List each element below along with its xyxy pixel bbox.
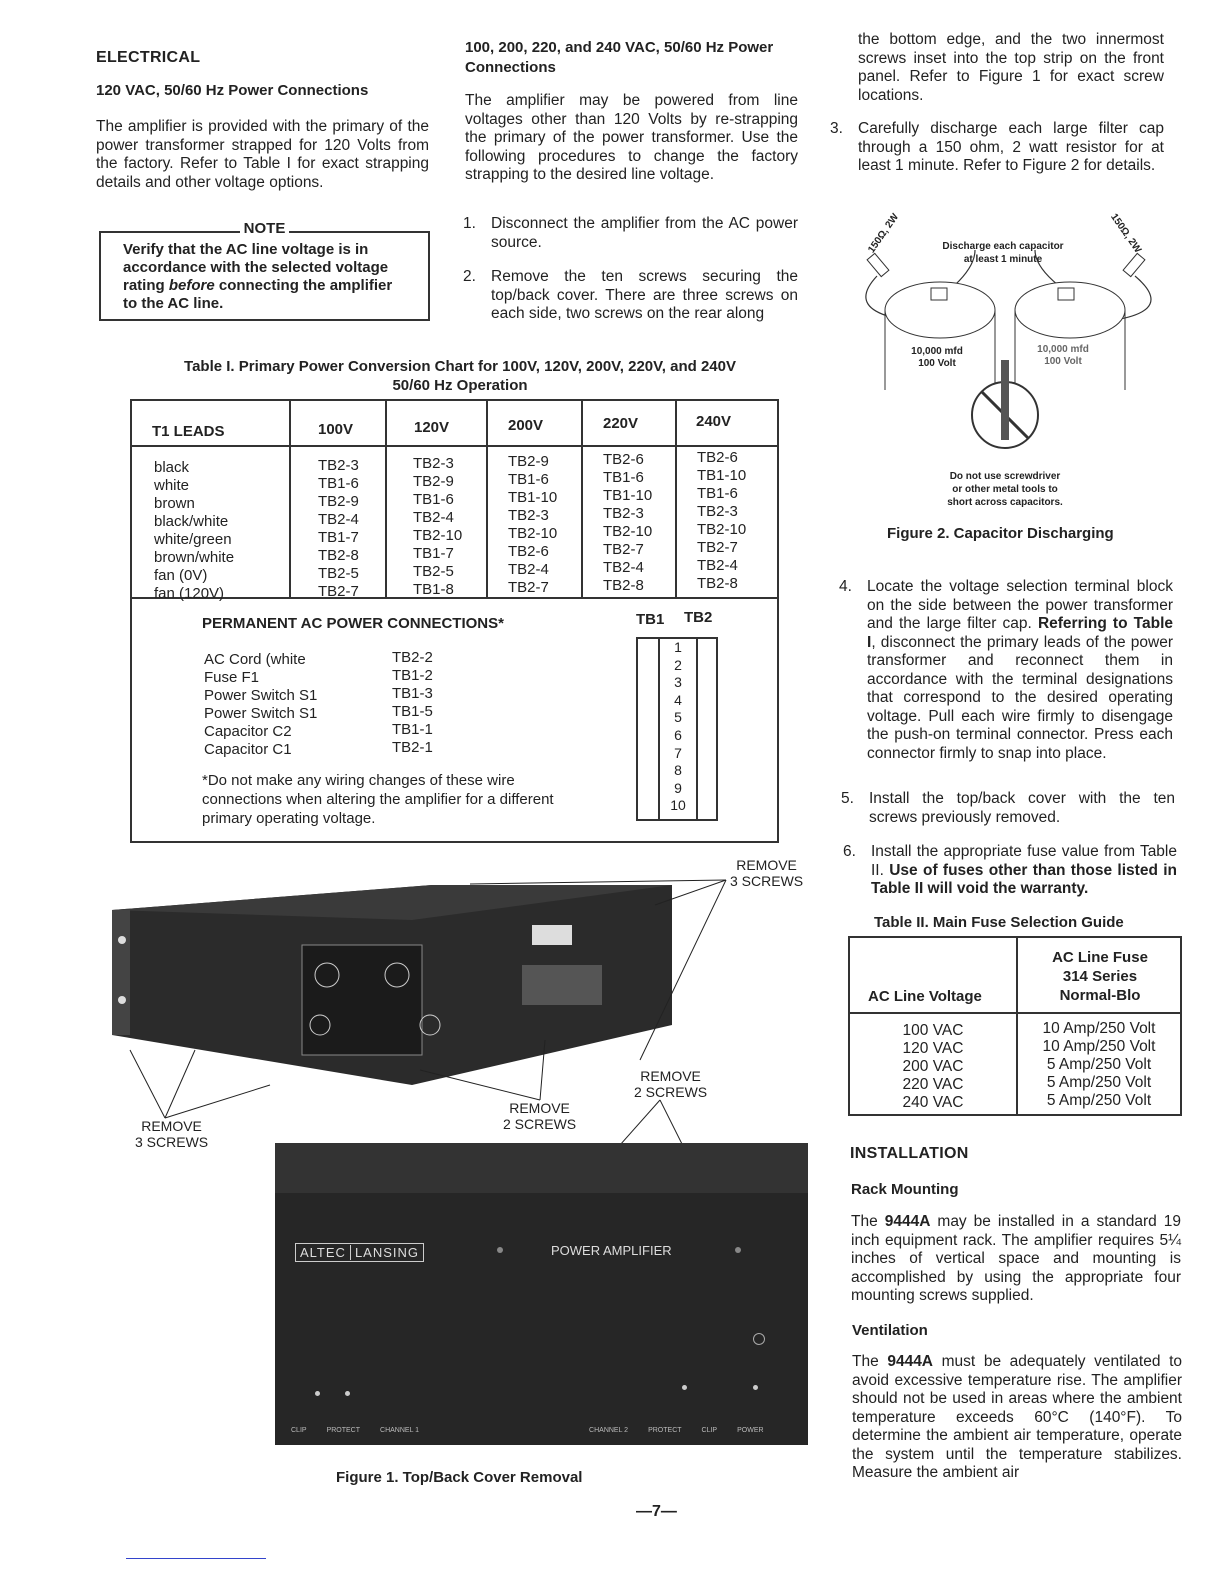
para-120vac: The amplifier is provided with the primary of the power transformer strapped for 120 Volts from the factory. Refer to Table I for exact strapping details and other voltage options.: [96, 118, 429, 191]
section-heading-electrical: ELECTRICAL: [96, 49, 201, 66]
permanent-items: AC Cord (white Fuse F1 Power Switch S1 Power Switch S1 Capacitor C2 Capacitor C1: [204, 651, 318, 758]
column-200v: TB2-9 TB1-6 TB1-10 TB2-3 TB2-10 TB2-6 TB2-4 TB2-7: [508, 453, 558, 596]
step-3: 3. Carefully discharge each large filter cap through a 150 ohm, 2 watt resistor for at least 1 minute. Refer to Figure 2 for details.: [830, 120, 1164, 174]
para-rack-mounting: The 9444A may be installed in a standard 19 inch equipment rack. The amplifier requires 5¼ inches of vertical space and mounting is accomplished by using the appropriate four mounting screws supplied.: [851, 1213, 1182, 1304]
figure-1-caption: Figure 1. Top/Back Cover Removal: [336, 1469, 583, 1486]
panel-title: POWER AMPLIFIER: [551, 1243, 672, 1258]
header-220v: 220V: [603, 415, 639, 432]
header-t1-leads: T1 LEADS: [152, 423, 225, 440]
table-1-header-row: [132, 401, 777, 447]
tb2-label: TB2: [684, 609, 713, 626]
resistor-right-icon: [1123, 253, 1145, 276]
edge-line: [126, 1558, 266, 1559]
note-box: NOTE Verify that the AC line voltage is in accordance with the selected voltage rating before connecting the amplifier to the AC line.: [99, 231, 430, 321]
header-200v: 200V: [508, 417, 544, 434]
resistor-right-label: 150Ω, 2W: [1108, 211, 1144, 256]
section-heading-installation: INSTALLATION: [850, 1145, 969, 1162]
step-4: 4. Locate the voltage selection terminal block on the side between the power transformer and the large filter cap. Referring to Table I, disconnect the primary leads of the power transformer and reconnect them in accordance with the terminal designations that correspond to the desired operating voltage. Pull each wire firmly to disengage the push-on terminal connector. Press each connector firmly to snap into place.: [839, 578, 1173, 762]
column-120v: TB2-3 TB2-9 TB1-6 TB2-4 TB2-10 TB1-7 TB2-5 TB1-8: [413, 455, 463, 598]
header-100v: 100V: [318, 421, 354, 438]
table-2: [848, 936, 1182, 1116]
table-2-fuses: 10 Amp/250 Volt 10 Amp/250 Volt 5 Amp/250 Volt 5 Amp/250 Volt 5 Amp/250 Volt: [1042, 1020, 1156, 1109]
permanent-connections: TB2-2 TB1-2 TB1-3 TB1-5 TB1-1 TB2-1: [392, 649, 433, 756]
figure-2-capacitor-discharge: [855, 210, 1165, 520]
label-remove-2-screws-mid: REMOVE 2 SCREWS: [503, 1100, 577, 1132]
permanent-footnote: *Do not make any wiring changes of these wire connections when altering the amplifier for a different primary operating voltage.: [202, 772, 554, 827]
subheading-rack-mounting: Rack Mounting: [851, 1181, 959, 1198]
header-240v: 240V: [696, 413, 732, 430]
header-120v: 120V: [414, 419, 450, 436]
table-2-header-voltage: AC Line Voltage: [868, 988, 982, 1005]
column-220v: TB2-6 TB1-6 TB1-10 TB2-3 TB2-10 TB2-7 TB2-4 TB2-8: [603, 451, 653, 594]
step-2: 2. Remove the ten screws securing the top/back cover. There are three screws on each side, two screws on the rear along: [463, 268, 798, 322]
step-6: 6. Install the appropriate fuse value from Table II. Use of fuses other than those listed in Table II will void the warranty.: [843, 843, 1177, 897]
discharge-label: Discharge each capacitor at least 1 minute: [942, 241, 1064, 265]
permanent-connections-title: PERMANENT AC POWER CONNECTIONS*: [202, 615, 504, 632]
power-switch-icon: [753, 1333, 765, 1345]
step-1: 1. Disconnect the amplifier from the AC power source.: [463, 215, 798, 251]
capacitor-right-label: 10,000 mfd 100 Volt: [1037, 344, 1089, 367]
label-remove-2-screws-right: REMOVE 2 SCREWS: [634, 1068, 708, 1100]
table-1-title: Table I. Primary Power Conversion Chart for 100V, 120V, 200V, 220V, and 240V 50/60 Hz Operation: [184, 358, 736, 394]
resistor-left-icon: [867, 253, 889, 276]
column-100v: TB2-3 TB1-6 TB2-9 TB2-4 TB1-7 TB2-8 TB2-5 TB2-7: [318, 457, 359, 600]
figure-1-amplifier-rear-photo: [112, 885, 672, 1085]
table-2-title: Table II. Main Fuse Selection Guide: [874, 914, 1124, 931]
label-remove-3-screws-top: REMOVE 3 SCREWS: [730, 857, 804, 889]
column-240v: TB2-6 TB1-10 TB1-6 TB2-3 TB2-10 TB2-7 TB2-4 TB2-8: [697, 449, 747, 592]
note-emphasis: before: [168, 277, 215, 294]
panel-indicator-labels: CLIP PROTECT CHANNEL 1 CHANNEL 2 PROTECT CLIP POWER: [291, 1427, 764, 1434]
para-other-voltages: The amplifier may be powered from line voltages other than 120 Volts by re-strapping the primary of the power transformer. Use the following procedures to change the factory strapping to the desired line voltage.: [465, 92, 798, 183]
note-title: NOTE: [101, 220, 428, 238]
subheading-120vac: 120 VAC, 50/60 Hz Power Connections: [96, 82, 369, 99]
figure-2-caption: Figure 2. Capacitor Discharging: [887, 525, 1114, 542]
resistor-left-label: 150Ω, 2W: [866, 211, 902, 256]
label-remove-3-screws-left: REMOVE 3 SCREWS: [135, 1118, 209, 1150]
table-1: [130, 399, 779, 843]
table-2-voltages: 100 VAC 120 VAC 200 VAC 220 VAC 240 VAC: [902, 1022, 964, 1111]
subheading-ventilation: Ventilation: [852, 1322, 928, 1339]
figure-1-front-panel-photo: [275, 1143, 808, 1445]
step-5: 5. Install the top/back cover with the ten screws previously removed.: [841, 790, 1175, 826]
terminal-numbers: 1 2 3 4 5 6 7 8 9 10: [658, 637, 698, 821]
capacitor-left-label: 10,000 mfd 100 Volt: [911, 346, 963, 369]
step-2-continued: the bottom edge, and the two innermost screws inset into the top strip on the front panel. Refer to Figure 1 for exact screw locations.: [858, 31, 1164, 104]
table-2-header-fuse: AC Line Fuse 314 Series Normal-Blo: [1052, 949, 1148, 1004]
leads-column: black white brown black/white white/green brown/white fan (0V) fan (120V): [154, 459, 235, 602]
brand-logo: ALTEC LANSING: [295, 1243, 424, 1262]
subheading-other-voltages: 100, 200, 220, and 240 VAC, 50/60 Hz Power Connections: [465, 39, 774, 76]
warning-label: Do not use screwdriver or other metal tools to short across capacitors.: [947, 471, 1063, 508]
para-ventilation: The 9444A must be adequately ventilated to avoid excessive temperature rise. The amplifier should not be used in areas where the ambient temperature exceeds 60°C (140°F). To determine the ambient air temperature, operate the system until the temperature stabilizes. Measure the ambient air: [852, 1353, 1183, 1481]
tb1-label: TB1: [636, 611, 665, 628]
page-number: —7—: [636, 1503, 677, 1520]
